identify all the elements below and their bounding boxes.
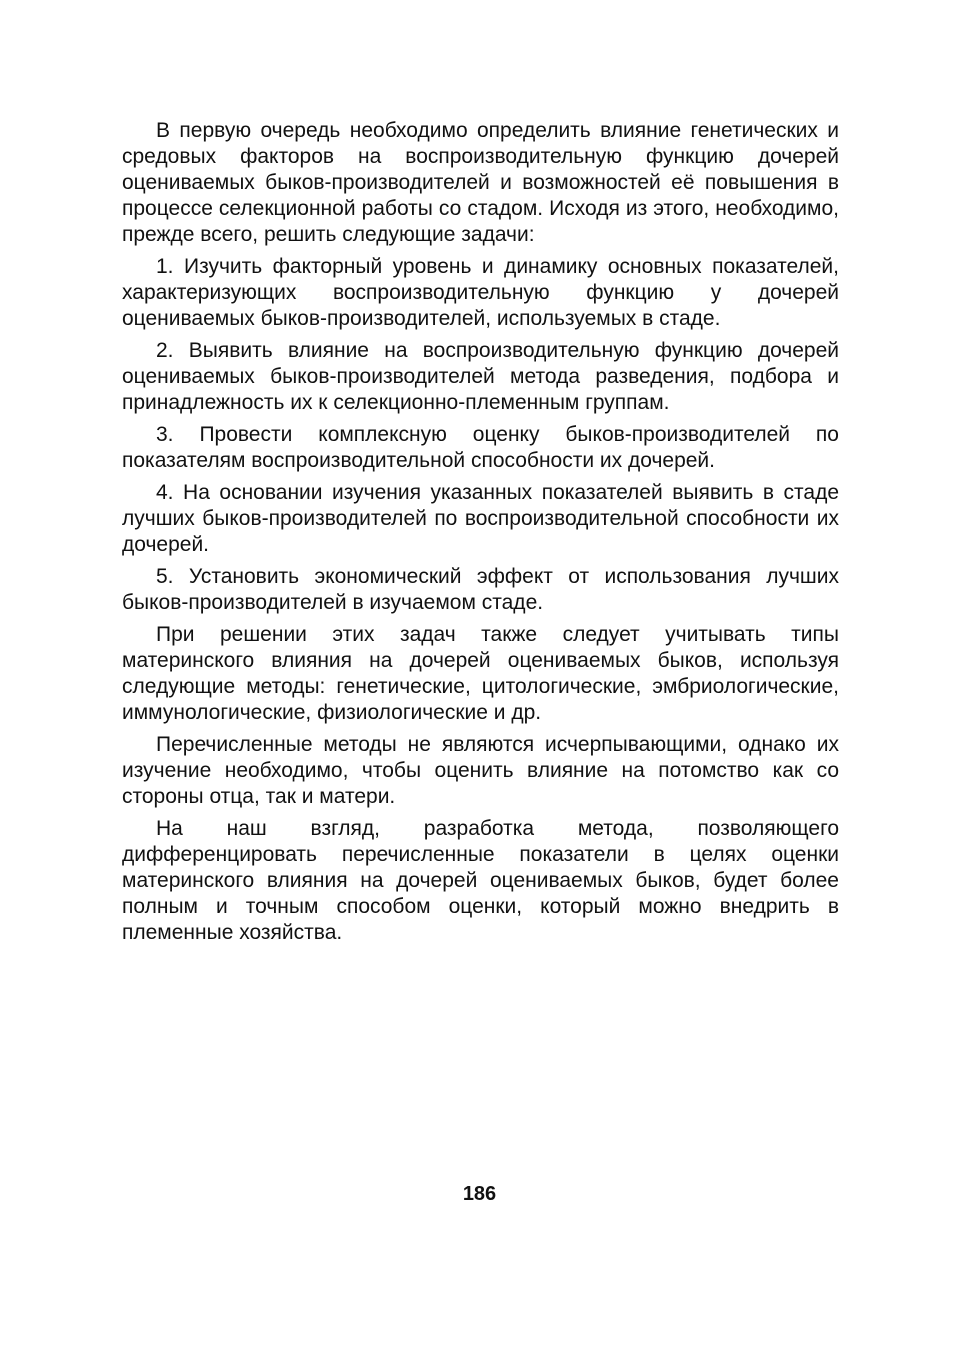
list-item-4: 4. На основании изучения указанных показателей выявить в стаде лучших быков-производителей по воспроизводительной способности их дочерей. xyxy=(122,481,839,556)
paragraph-conclusion: На наш взгляд, разработка метода, позволяющего дифференцировать перечисленные показатели в целях оценки материнского влияния на дочерей оцениваемых быков, будет более полным и точным способом оценки, который можно внедрить в племенные хозяйства. xyxy=(122,817,839,944)
paragraph-listed-methods: Перечисленные методы не являются исчерпывающими, однако их изучение необходимо, чтобы оценить влияние на потомство как со стороны отца, так и матери. xyxy=(122,733,839,808)
paragraph-methods: При решении этих задач также следует учитывать типы материнского влияния на дочерей оцениваемых быков, используя следующие методы: генетические, цитологические, эмбриологические, иммунологические, физиологические и др. xyxy=(122,623,839,724)
page-number: 186 xyxy=(462,1183,497,1205)
paragraph-intro: В первую очередь необходимо определить влияние генетических и средовых факторов на воспроизводительную функцию дочерей оцениваемых быков-производителей и возможностей её повышения в процессе селекционной работы со стадом. Исходя из этого, необходимо, прежде всего, решить следующие задачи: xyxy=(122,119,839,246)
list-item-3: 3. Провести комплексную оценку быков-производителей по показателям воспроизводительной способности их дочерей. xyxy=(122,423,839,472)
body-text xyxy=(122,118,839,952)
list-item-2: 2. Выявить влияние на воспроизводительную функцию дочерей оцениваемых быков-производителей метода разведения, подбора и принадлежность их к селекционно-племенным группам. xyxy=(122,339,839,414)
list-item-5: 5. Установить экономический эффект от использования лучших быков-производителей в изучаемом стаде. xyxy=(122,565,839,614)
list-item-1: 1. Изучить факторный уровень и динамику основных показателей, характеризующих воспроизводительную функцию у дочерей оцениваемых быков-производителей, используемых в стаде. xyxy=(122,255,839,330)
